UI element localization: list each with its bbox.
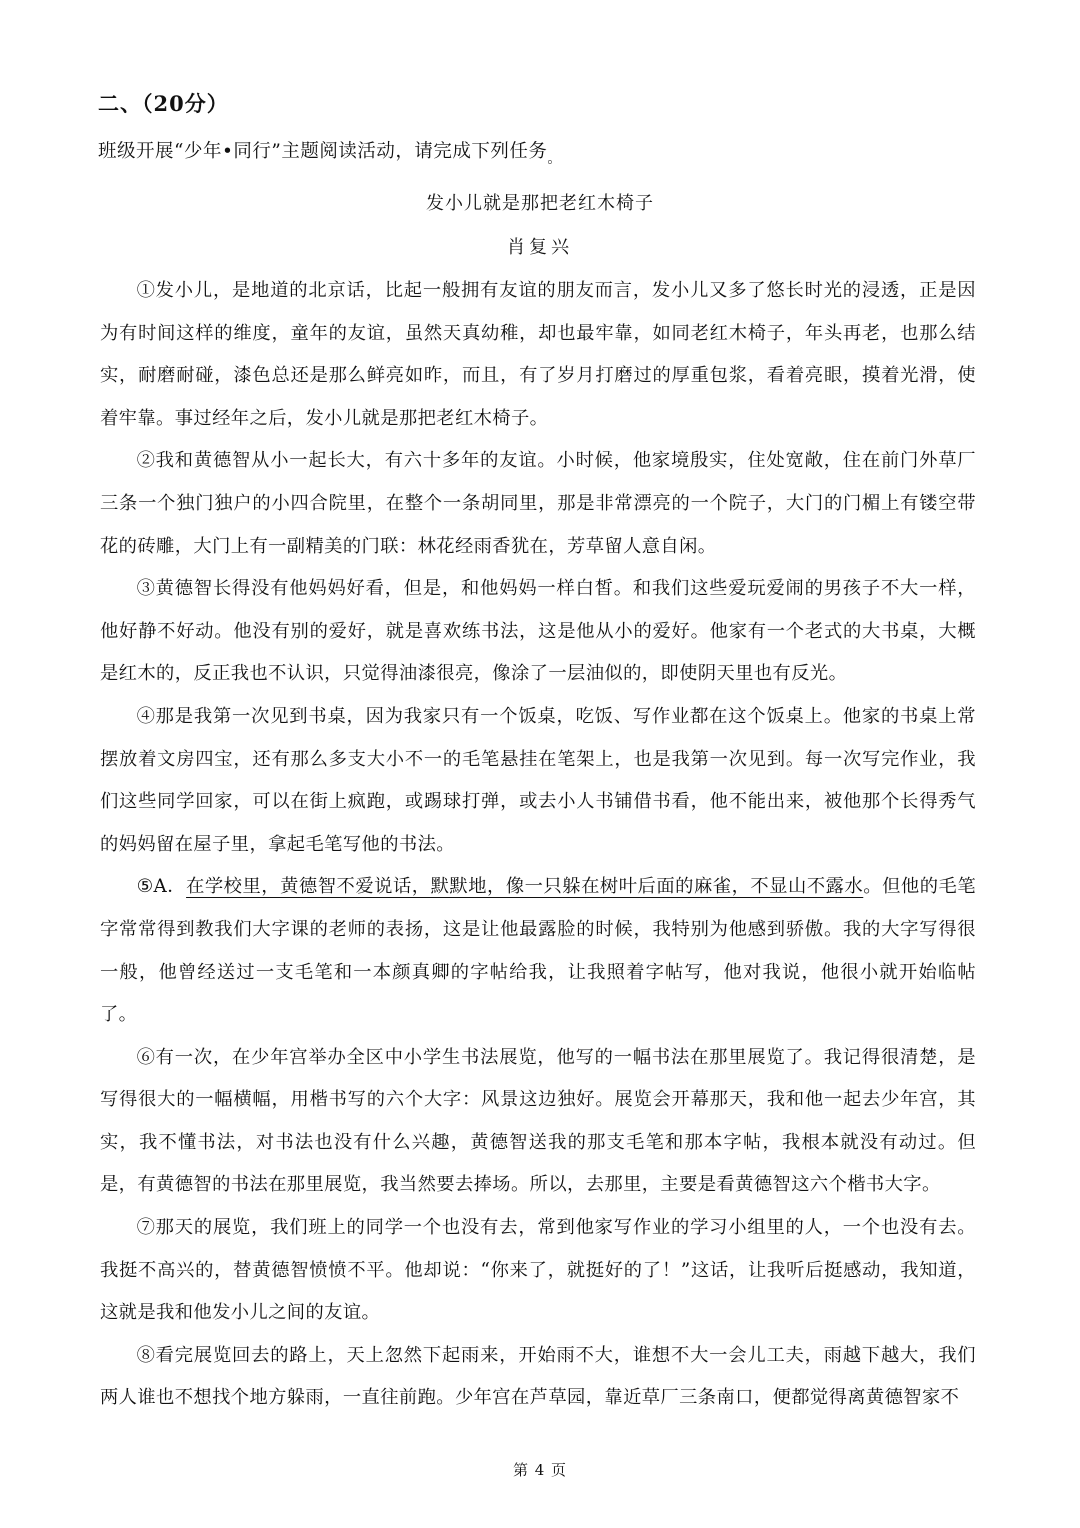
- intro-tail: 。: [547, 151, 562, 167]
- paragraph-3: ③黄德智长得没有他妈妈好看，但是，和他妈妈一样白皙。和我们这些爱玩爱闹的男孩子不大一样，他好静不好动。他没有别的爱好，就是喜欢练书法，这是他从小的爱好。他家有一个老式的大书桌，大概是红木的，反正我也不认识，只觉得油漆很亮，像涂了一层油似的，即使阴天里也有反光。: [100, 578, 976, 685]
- paragraph-7: ⑦那天的展览，我们班上的同学一个也没有去，常到他家写作业的学习小组里的人，一个也没有去。我挺不高兴的，替黄德智愤愤不平。他却说：“你来了，就挺好的了！”这话，让我听后挺感动，我知道，这就是我和他发小儿之间的友谊。: [100, 1217, 976, 1324]
- paragraph-5: [100, 866, 976, 1036]
- underlined-sentence-a: 在学校里，黄德智不爱说话，默默地，像一只躲在树叶后面的麻雀，不显山不露水: [186, 876, 864, 898]
- paragraph-8: ⑧看完展览回去的路上，天上忽然下起雨来，开始雨不大，谁想不大一会儿工夫，雨越下越大，我们两人谁也不想找个地方躲雨，一直往前跑。少年宫在芦草园，靠近草厂三条南口，便都觉得离黄德智家不: [100, 1344, 976, 1409]
- paragraph-5-prefix: ⑤A．: [136, 876, 187, 898]
- paragraph-6: ⑥有一次，在少年宫举办全区中小学生书法展览，他写的一幅书法在那里展览了。我记得很清楚，是写得很大的一幅横幅，用楷书写的六个大字：风景这边独好。展览会开幕那天，我和他一起去少年宫，其实，我不懂书法，对书法也没有什么兴趣，黄德智送我的那支毛笔和那本字帖，我根本就没有动过。但是，有黄德智的书法在那里展览，我当然要去捧场。所以，去那里，主要是看黄德智这六个楷书大字。: [100, 1046, 976, 1196]
- paragraph-2: ②我和黄德智从小一起长大，有六十多年的友谊。小时候，他家境殷实，住处宽敞，住在前门外草厂三条一个独门独户的小四合院里，在整个一条胡同里，那是非常漂亮的一个院子，大门的门楣上有镂空带花的砖雕，大门上有一副精美的门联：林花经雨香犹在，芳草留人意自闲。: [100, 450, 976, 557]
- paragraph-4: ④那是我第一次见到书桌，因为我家只有一个饭桌，吃饭、写作业都在这个饭桌上。他家的书桌上常摆放着文房四宝，还有那么多支大小不一的毛笔悬挂在笔架上，也是我第一次见到。每一次写完作业，我们这些同学回家，可以在街上疯跑，或踢球打弹，或去小人书铺借书看，他不能出来，被他那个长得秀气的妈妈留在屋子里，拿起毛笔写他的书法。: [100, 705, 976, 855]
- section-heading: 二、（20分）: [98, 91, 229, 116]
- intro-text: 班级开展“少年•同行”主题阅读活动，请完成下列任务: [98, 141, 548, 162]
- paragraph-1: ①发小儿，是地道的北京话，比起一般拥有友谊的朋友而言，发小儿又多了悠长时光的浸透，正是因为有时间这样的维度，童年的友谊，虽然天真幼稚，却也最牢靠，如同老红木椅子，年头再老，也那么结实，耐磨耐碰，漆色总还是那么鲜亮如昨，而且，有了岁月打磨过的厚重包浆，看着亮眼，摸着光滑，使着牢靠。事过经年之后，发小儿就是那把老红木椅子。: [100, 280, 976, 429]
- article-author: 肖复兴: [507, 237, 573, 258]
- page-number: 第 4 页: [512, 1461, 568, 1479]
- section-intro: [98, 134, 562, 177]
- article-body: [100, 270, 976, 1420]
- paragraph-5-rest: 。但他的毛笔字常常得到教我们大字课的老师的表扬，这是让他最露脸的时候，我特别为他感到骄傲。我的大字写得很一般，他曾经送过一支毛笔和一本颜真卿的字帖给我，让我照着字帖写，他对我说，他很小就开始临帖了。: [100, 876, 977, 1026]
- article-title: 发小儿就是那把老红木椅子: [426, 193, 654, 214]
